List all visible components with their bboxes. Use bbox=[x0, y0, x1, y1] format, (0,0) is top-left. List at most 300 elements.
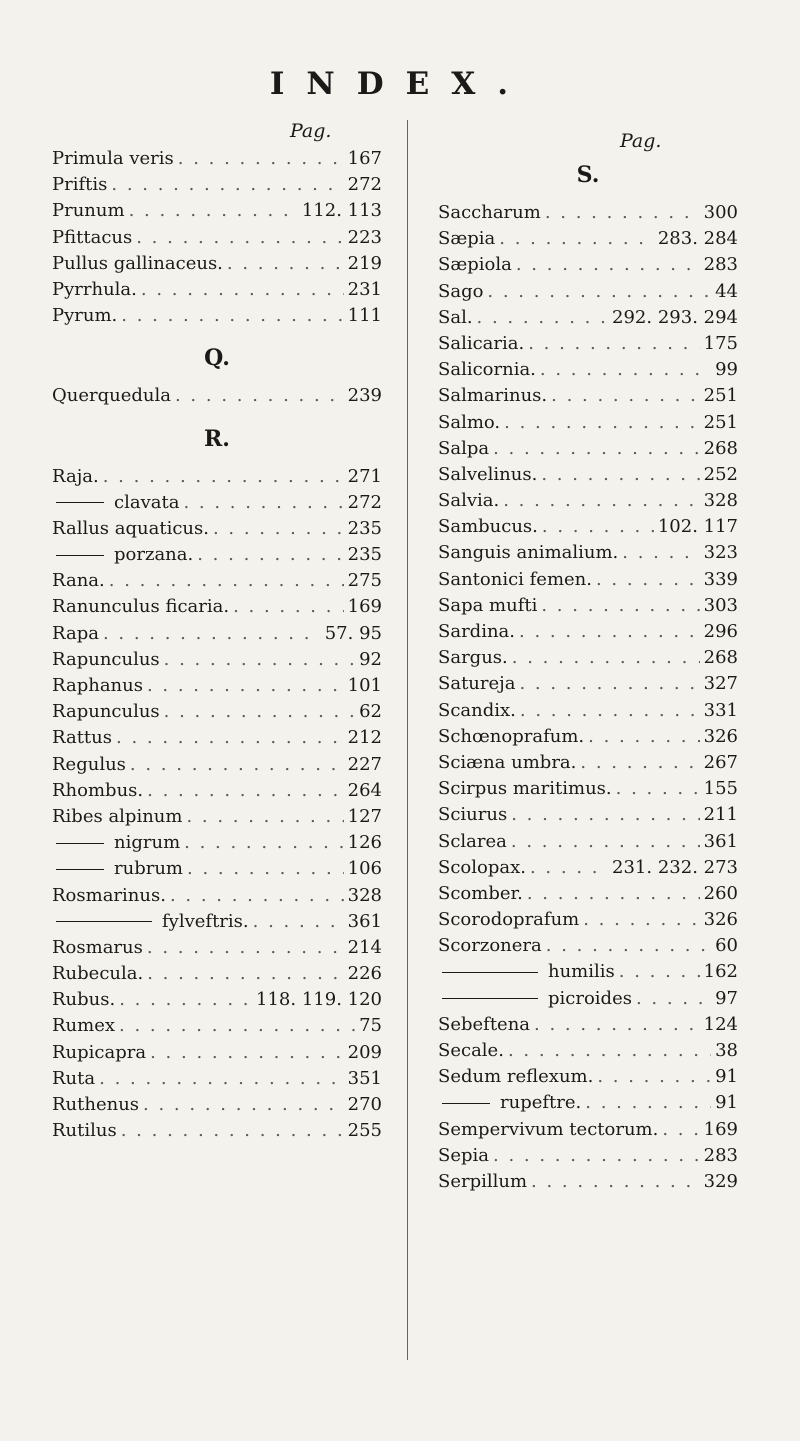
index-entry bbox=[438, 1171, 738, 1197]
index-entry bbox=[438, 464, 738, 490]
index-entry bbox=[438, 621, 738, 647]
entry-name: Pyrrhula. bbox=[52, 278, 137, 300]
entry-name: Salmo. bbox=[438, 411, 501, 433]
leader-dots bbox=[493, 1145, 700, 1166]
index-entry bbox=[52, 1068, 382, 1094]
index-entry bbox=[52, 885, 382, 911]
entry-pages: 75 bbox=[359, 1015, 382, 1037]
entry-pages: 283. 284 bbox=[657, 228, 738, 250]
leader-dots bbox=[99, 1068, 344, 1089]
leader-dots bbox=[129, 200, 298, 221]
entry-pages: 223 bbox=[347, 226, 382, 248]
entry-pages: 251 bbox=[703, 385, 738, 407]
entry-name: Rapunculus bbox=[52, 701, 160, 723]
letter-q-heading: Q. bbox=[204, 345, 230, 372]
entry-name: Secale. bbox=[438, 1040, 504, 1061]
entry-name: Sapa mufti bbox=[438, 594, 538, 616]
entry-name: Sebeftena bbox=[438, 1013, 531, 1035]
index-entry bbox=[438, 1066, 738, 1092]
entry-pages: 323 bbox=[703, 542, 738, 564]
entry-name: Rupicapra bbox=[52, 1041, 147, 1063]
index-entry bbox=[52, 1120, 382, 1146]
entry-name: nigrum bbox=[52, 832, 180, 853]
entry-pages: 38 bbox=[715, 1040, 738, 1061]
leader-dots bbox=[534, 1014, 700, 1035]
index-entry bbox=[438, 569, 738, 595]
entry-name: Salicornia. bbox=[438, 359, 536, 381]
leader-dots bbox=[583, 909, 699, 930]
entry-name: Sclarea bbox=[438, 830, 507, 852]
leader-dots bbox=[187, 858, 344, 879]
column-divider bbox=[407, 120, 408, 1360]
leader-dots bbox=[227, 253, 344, 274]
entry-name: clavata bbox=[52, 492, 179, 513]
entry-pages: 102. 117 bbox=[657, 516, 738, 538]
index-entry bbox=[438, 831, 738, 857]
entry-name: Salvia. bbox=[438, 490, 500, 512]
entry-pages: 327 bbox=[703, 673, 738, 695]
leader-dots bbox=[487, 281, 711, 302]
entry-name: Sempervivum tectorum. bbox=[438, 1118, 659, 1140]
leader-dots bbox=[130, 754, 344, 775]
entry-name: Sardina. bbox=[438, 621, 515, 642]
leader-dots bbox=[619, 961, 700, 982]
index-entry bbox=[52, 466, 382, 492]
leader-dots bbox=[183, 492, 343, 513]
leader-dots bbox=[197, 544, 343, 565]
entry-name: Scorodoprafum bbox=[438, 909, 580, 931]
leader-dots bbox=[519, 673, 699, 694]
index-entry bbox=[52, 1094, 382, 1120]
entry-pages: 264 bbox=[347, 779, 382, 801]
index-entry bbox=[438, 857, 738, 883]
entry-pages: 272 bbox=[347, 491, 382, 513]
entry-name: rubrum bbox=[52, 858, 183, 879]
index-entry bbox=[438, 516, 738, 542]
leader-dots bbox=[531, 1171, 700, 1192]
leader-dots bbox=[121, 305, 343, 326]
entry-pages: 57. 95 bbox=[324, 622, 382, 644]
index-entry bbox=[438, 385, 738, 411]
leader-dots bbox=[111, 174, 343, 195]
entry-name: Regulus bbox=[52, 753, 126, 775]
entry-pages: 235 bbox=[347, 544, 382, 566]
entry-name: Rosmarinus. bbox=[52, 884, 166, 906]
entry-pages: 126 bbox=[347, 832, 382, 854]
entry-name: Scomber. bbox=[438, 882, 523, 904]
index-entry bbox=[52, 305, 382, 331]
entry-name: Sal. bbox=[438, 306, 473, 328]
index-entry bbox=[438, 935, 738, 961]
entry-pages: 231 bbox=[347, 278, 382, 300]
index-entry bbox=[438, 307, 738, 333]
entry-name: Pullus gallinaceus. bbox=[52, 252, 223, 274]
index-entry bbox=[52, 911, 382, 937]
entry-name: Scandix. bbox=[438, 699, 516, 721]
entry-pages: 127 bbox=[347, 805, 382, 827]
leader-dots bbox=[530, 857, 608, 878]
entry-name: Sepia bbox=[438, 1144, 489, 1166]
entry-pages: 260 bbox=[703, 882, 738, 904]
index-entry bbox=[52, 279, 382, 305]
leader-dots bbox=[511, 831, 700, 852]
leader-dots bbox=[542, 516, 654, 537]
leader-dots bbox=[147, 675, 344, 696]
entry-pages: 300 bbox=[703, 202, 738, 223]
leader-dots bbox=[546, 935, 711, 956]
entry-pages: 219 bbox=[347, 252, 382, 274]
entry-pages: 329 bbox=[703, 1170, 738, 1192]
entry-pages: 211 bbox=[703, 804, 738, 826]
entry-pages: 214 bbox=[347, 936, 382, 958]
page-header: INDEX. bbox=[269, 66, 531, 102]
pag-label-left: Pag. bbox=[290, 120, 332, 142]
entry-pages: 326 bbox=[703, 725, 738, 747]
leader-dots bbox=[540, 359, 711, 380]
leader-dots bbox=[178, 148, 344, 169]
leader-dots bbox=[527, 883, 700, 904]
leader-dots bbox=[103, 466, 344, 487]
left-column bbox=[52, 148, 382, 1146]
leader-dots bbox=[164, 649, 355, 670]
index-entry bbox=[438, 700, 738, 726]
entry-pages: 101 bbox=[347, 675, 382, 696]
entry-name: Ruthenus bbox=[52, 1094, 140, 1115]
entry-pages: 331 bbox=[703, 699, 738, 721]
leader-dots bbox=[147, 963, 343, 984]
entry-name: Ribes alpinum bbox=[52, 805, 183, 827]
entries-p bbox=[52, 148, 382, 331]
entry-name: Ruta bbox=[52, 1067, 96, 1089]
entry-name: Sargus. bbox=[438, 647, 508, 669]
entry-pages: 92 bbox=[359, 648, 382, 670]
entry-pages: 275 bbox=[347, 570, 382, 592]
entry-name: Pyrum. bbox=[52, 305, 118, 327]
index-entry bbox=[438, 1092, 738, 1118]
entry-pages: 97 bbox=[715, 987, 738, 1009]
index-entry bbox=[438, 1119, 738, 1145]
index-entry bbox=[438, 1040, 738, 1066]
index-entry bbox=[438, 438, 738, 464]
entry-name: Rana. bbox=[52, 570, 105, 592]
entry-name: Sciurus bbox=[438, 804, 508, 826]
entry-name: Rumex bbox=[52, 1015, 116, 1037]
index-entry bbox=[52, 937, 382, 963]
entry-name: Schœnoprafum. bbox=[438, 725, 585, 747]
leader-dots bbox=[175, 385, 344, 406]
entry-pages: 272 bbox=[347, 174, 382, 196]
leader-dots bbox=[119, 1015, 355, 1036]
leader-dots bbox=[516, 254, 700, 275]
entries-q bbox=[52, 385, 382, 411]
entry-pages: 271 bbox=[347, 465, 382, 487]
entry-name: Scirpus maritimus. bbox=[438, 778, 612, 800]
index-entry bbox=[438, 1014, 738, 1040]
index-entry bbox=[52, 780, 382, 806]
index-entry bbox=[52, 174, 382, 200]
entry-name: Sæpiola bbox=[438, 254, 512, 276]
index-entry bbox=[52, 570, 382, 596]
entry-pages: 209 bbox=[347, 1041, 382, 1063]
entry-name: porzana. bbox=[52, 544, 193, 565]
entry-pages: 167 bbox=[347, 148, 382, 169]
index-entry bbox=[438, 961, 738, 987]
entry-name: Sambucus. bbox=[438, 516, 538, 538]
entry-pages: 91 bbox=[715, 1066, 738, 1088]
index-entry bbox=[438, 804, 738, 830]
entry-pages: 44 bbox=[715, 280, 738, 302]
index-entry bbox=[438, 412, 738, 438]
entry-name: Sæpia bbox=[438, 228, 496, 250]
entry-pages: 303 bbox=[703, 594, 738, 616]
leader-dots bbox=[164, 701, 355, 722]
leader-dots bbox=[588, 726, 700, 747]
leader-dots bbox=[499, 228, 654, 249]
index-entry bbox=[52, 675, 382, 701]
leader-dots bbox=[596, 569, 700, 590]
leader-dots bbox=[119, 989, 252, 1010]
leader-dots bbox=[147, 780, 344, 801]
index-entry bbox=[438, 909, 738, 935]
leader-dots bbox=[184, 832, 344, 853]
index-entry bbox=[438, 359, 738, 385]
entry-pages: 255 bbox=[347, 1120, 382, 1142]
leader-dots bbox=[541, 595, 699, 616]
index-entry bbox=[52, 989, 382, 1015]
leader-dots bbox=[512, 647, 700, 668]
index-entry bbox=[52, 832, 382, 858]
index-entry bbox=[52, 148, 382, 174]
entry-name: Sciæna umbra. bbox=[438, 751, 577, 773]
leader-dots bbox=[109, 570, 344, 591]
entry-name: Sedum reflexum. bbox=[438, 1066, 594, 1088]
leader-dots bbox=[520, 700, 700, 721]
entry-name: Rapunculus bbox=[52, 648, 160, 670]
leader-dots bbox=[150, 1042, 344, 1063]
entry-name: Rubus. bbox=[52, 989, 116, 1011]
leader-dots bbox=[616, 778, 700, 799]
entry-pages: 283 bbox=[703, 254, 738, 276]
leader-dots bbox=[504, 412, 700, 433]
entry-name: Rallus aquaticus. bbox=[52, 517, 209, 539]
leader-dots bbox=[528, 333, 699, 354]
entry-pages: 112. 113 bbox=[301, 200, 382, 222]
leader-dots bbox=[147, 937, 344, 958]
entry-name: Scorzonera bbox=[438, 935, 542, 957]
leader-dots bbox=[170, 885, 344, 906]
leader-dots bbox=[508, 1040, 711, 1061]
index-entry bbox=[438, 647, 738, 673]
leader-dots bbox=[253, 911, 344, 932]
leader-dots bbox=[103, 623, 321, 644]
entry-pages: 62 bbox=[359, 701, 382, 723]
right-column bbox=[438, 148, 738, 1197]
index-entry bbox=[52, 858, 382, 884]
leader-dots bbox=[519, 621, 700, 642]
entry-pages: 328 bbox=[703, 490, 738, 512]
leader-dots bbox=[636, 988, 711, 1009]
index-entry bbox=[438, 988, 738, 1014]
entry-pages: 235 bbox=[347, 517, 382, 539]
entry-name: humilis bbox=[438, 961, 615, 982]
entry-name: Querquedula bbox=[52, 385, 171, 407]
leader-dots bbox=[662, 1119, 699, 1140]
index-entry bbox=[438, 595, 738, 621]
entry-pages: 328 bbox=[347, 884, 382, 906]
leader-dots bbox=[580, 752, 699, 773]
leader-dots bbox=[511, 804, 699, 825]
index-entry bbox=[438, 752, 738, 778]
index-entry bbox=[52, 1042, 382, 1068]
entry-name: Salpa bbox=[438, 437, 490, 459]
entry-name: Santonici femen. bbox=[438, 568, 592, 590]
entry-pages: 175 bbox=[703, 332, 738, 354]
entry-pages: 267 bbox=[703, 751, 738, 773]
entry-name: Serpillum bbox=[438, 1170, 528, 1192]
entry-name: Saccharum bbox=[438, 202, 541, 223]
entry-pages: 226 bbox=[347, 963, 382, 985]
entry-name: Scolopax. bbox=[438, 856, 526, 878]
leader-dots bbox=[143, 1094, 344, 1115]
entry-name: Rutilus bbox=[52, 1120, 117, 1142]
entry-name: picroides bbox=[438, 988, 632, 1009]
index-entry bbox=[438, 673, 738, 699]
pag-label-right: Pag. bbox=[620, 130, 662, 152]
index-entry bbox=[438, 1145, 738, 1171]
index-entry bbox=[438, 542, 738, 568]
entry-name: Rubecula. bbox=[52, 963, 144, 985]
leader-dots bbox=[541, 464, 699, 485]
entry-pages: 118. 119. 120 bbox=[256, 989, 382, 1011]
index-entry bbox=[52, 227, 382, 253]
index-entry bbox=[438, 202, 738, 228]
index-entry bbox=[52, 701, 382, 727]
index-entry bbox=[438, 883, 738, 909]
index-entry bbox=[438, 726, 738, 752]
leader-dots bbox=[551, 385, 700, 406]
leader-dots bbox=[545, 202, 700, 223]
entry-pages: 60 bbox=[715, 935, 738, 957]
index-entry bbox=[52, 200, 382, 226]
entry-pages: 283 bbox=[703, 1144, 738, 1166]
index-entry bbox=[438, 281, 738, 307]
entry-name: Ranunculus ficaria. bbox=[52, 596, 230, 618]
entry-pages: 339 bbox=[703, 568, 738, 590]
entry-name: Prunum bbox=[52, 200, 125, 222]
leader-dots bbox=[136, 227, 343, 248]
leader-dots bbox=[121, 1120, 344, 1141]
letter-s-heading: S. bbox=[576, 162, 600, 188]
entry-name: Sanguis animalium. bbox=[438, 542, 619, 564]
leader-dots bbox=[141, 279, 344, 300]
entry-pages: 169 bbox=[703, 1118, 738, 1140]
index-entry bbox=[438, 333, 738, 359]
leader-dots bbox=[503, 490, 699, 511]
entry-pages: 296 bbox=[703, 621, 738, 642]
entry-pages: 239 bbox=[347, 385, 382, 407]
entry-name: Raphanus bbox=[52, 675, 143, 696]
index-entry bbox=[52, 492, 382, 518]
index-entry bbox=[438, 778, 738, 804]
entries-s bbox=[438, 202, 738, 1197]
leader-dots bbox=[186, 806, 343, 827]
entry-name: Raja. bbox=[52, 465, 99, 487]
leader-dots bbox=[622, 542, 699, 563]
entry-pages: 361 bbox=[703, 830, 738, 852]
entry-pages: 351 bbox=[347, 1067, 382, 1089]
leader-dots bbox=[585, 1092, 711, 1113]
entry-name: Salvelinus. bbox=[438, 463, 538, 485]
entry-pages: 326 bbox=[703, 909, 738, 931]
entry-pages: 111 bbox=[347, 305, 382, 327]
leader-dots bbox=[597, 1066, 711, 1087]
entry-pages: 231. 232. 273 bbox=[612, 856, 738, 878]
index-entry bbox=[52, 518, 382, 544]
leader-dots bbox=[477, 307, 608, 328]
entry-name: Rhombus. bbox=[52, 779, 144, 801]
index-entry bbox=[52, 963, 382, 989]
entry-pages: 268 bbox=[703, 647, 738, 669]
index-entry bbox=[52, 253, 382, 279]
index-entry bbox=[52, 727, 382, 753]
entry-pages: 124 bbox=[703, 1013, 738, 1035]
index-entry bbox=[52, 544, 382, 570]
entry-pages: 169 bbox=[347, 596, 382, 618]
leader-dots bbox=[116, 727, 344, 748]
index-entry bbox=[52, 649, 382, 675]
entry-pages: 361 bbox=[347, 910, 382, 932]
entry-pages: 106 bbox=[347, 858, 382, 880]
entry-pages: 251 bbox=[703, 411, 738, 433]
entry-name: Salicaria. bbox=[438, 332, 525, 354]
letter-r-heading: R. bbox=[204, 425, 230, 452]
entry-pages: 270 bbox=[347, 1094, 382, 1115]
index-entry bbox=[438, 254, 738, 280]
entry-pages: 155 bbox=[703, 778, 738, 800]
entry-name: Sago bbox=[438, 280, 484, 302]
entry-pages: 268 bbox=[703, 437, 738, 459]
index-entry bbox=[52, 1015, 382, 1041]
index-entry bbox=[52, 385, 382, 411]
entries-r bbox=[52, 466, 382, 1147]
entry-name: Rattus bbox=[52, 727, 112, 749]
leader-dots bbox=[493, 438, 700, 459]
entry-pages: 212 bbox=[347, 727, 382, 749]
entry-pages: 292. 293. 294 bbox=[612, 306, 738, 328]
entry-name: Satureja bbox=[438, 673, 516, 695]
index-entry bbox=[52, 806, 382, 832]
leader-dots bbox=[233, 596, 344, 617]
entry-name: rupeftre. bbox=[438, 1092, 581, 1113]
entry-pages: 91 bbox=[715, 1092, 738, 1114]
index-entry bbox=[52, 623, 382, 649]
entry-name: Rosmarus bbox=[52, 936, 143, 958]
index-entry bbox=[438, 228, 738, 254]
index-entry bbox=[52, 754, 382, 780]
entry-pages: 99 bbox=[715, 359, 738, 381]
entry-name: Priftis bbox=[52, 174, 108, 196]
index-entry bbox=[52, 596, 382, 622]
entry-name: fylveftris. bbox=[52, 911, 249, 932]
entry-name: Primula veris bbox=[52, 148, 174, 169]
entry-name: Pfittacus bbox=[52, 226, 133, 248]
index-entry bbox=[438, 490, 738, 516]
entry-pages: 252 bbox=[703, 463, 738, 485]
entry-pages: 227 bbox=[347, 753, 382, 775]
leader-dots bbox=[213, 518, 344, 539]
entry-pages: 162 bbox=[703, 961, 738, 983]
entry-name: Salmarinus. bbox=[438, 385, 548, 407]
